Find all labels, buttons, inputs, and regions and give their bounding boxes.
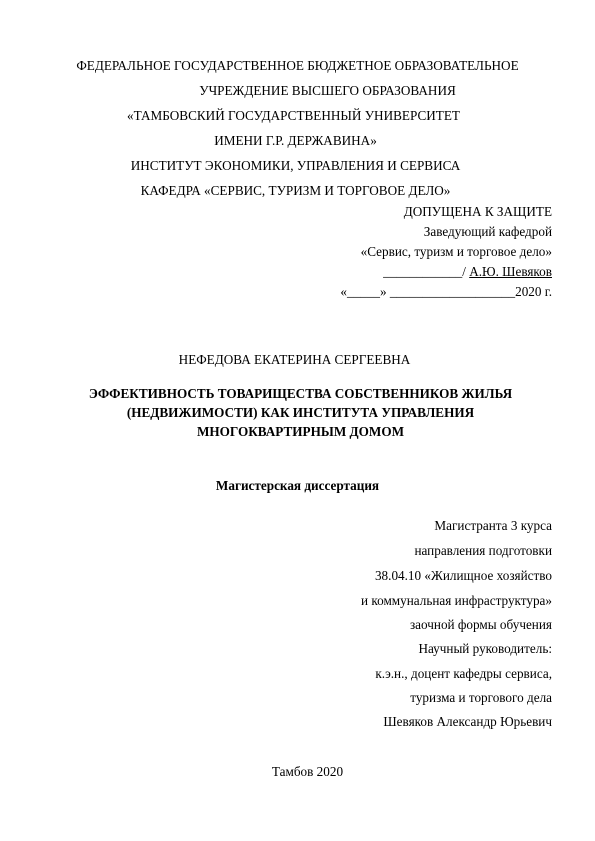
- header-line: «ТАМБОВСКИЙ ГОСУДАРСТВЕННЫЙ УНИВЕРСИТЕТ: [127, 108, 460, 123]
- approval-title: ДОПУЩЕНА К ЗАЩИТЕ: [403, 204, 552, 219]
- approval-date-line: «_____» ___________________2020 г.: [340, 284, 552, 299]
- title-line: ЭФФЕКТИВНОСТЬ ТОВАРИЩЕСТВА СОБСТВЕННИКОВ ЖИЛЬЯ: [88, 386, 513, 401]
- head-name: А.Ю. Шевяков: [469, 264, 552, 279]
- student-info-line: направления подготовки: [414, 543, 552, 558]
- title-line: МНОГОКВАРТИРНЫМ ДОМОМ: [196, 424, 405, 439]
- approval-position: Заведующий кафедрой: [423, 224, 552, 239]
- author-name: НЕФЕДОВА ЕКАТЕРИНА СЕРГЕЕВНА: [178, 352, 411, 367]
- title-line: (НЕДВИЖИМОСТИ) КАК ИНСТИТУТА УПРАВЛЕНИЯ: [126, 405, 475, 420]
- student-info-line: и коммунальная инфраструктура»: [361, 593, 552, 608]
- student-info-line: заочной формы обучения: [409, 617, 552, 632]
- student-info-line: Научный руководитель:: [418, 641, 552, 656]
- work-type: Магистерская диссертация: [215, 478, 380, 493]
- student-info-line: 38.04.10 «Жилищное хозяйство: [374, 568, 552, 583]
- student-info-line: к.э.н., доцент кафедры сервиса,: [375, 666, 552, 681]
- signature-blank: ____________: [383, 264, 463, 279]
- header-line: ИМЕНИ Г.Р. ДЕРЖАВИНА»: [214, 133, 377, 148]
- header-line: ФЕДЕРАЛЬНОЕ ГОСУДАРСТВЕННОЕ БЮДЖЕТНОЕ ОБРАЗОВАТЕЛЬНОЕ: [76, 58, 519, 73]
- header-line: ИНСТИТУТ ЭКОНОМИКИ, УПРАВЛЕНИЯ И СЕРВИСА: [130, 158, 461, 173]
- city-year: Тамбов 2020: [271, 764, 344, 779]
- header-line: КАФЕДРА «СЕРВИС, ТУРИЗМ И ТОРГОВОЕ ДЕЛО»: [140, 183, 451, 198]
- student-info-line: туризма и торгового дела: [410, 690, 552, 705]
- approval-signature-line: [383, 264, 552, 280]
- signature-separator: /: [462, 264, 470, 279]
- student-info-line: Шевяков Александр Юрьевич: [383, 714, 552, 729]
- header-line: УЧРЕЖДЕНИЕ ВЫСШЕГО ОБРАЗОВАНИЯ: [199, 83, 456, 98]
- approval-department: «Сервис, туризм и торговое дело»: [360, 244, 552, 259]
- student-info-line: Магистранта 3 курса: [434, 518, 552, 533]
